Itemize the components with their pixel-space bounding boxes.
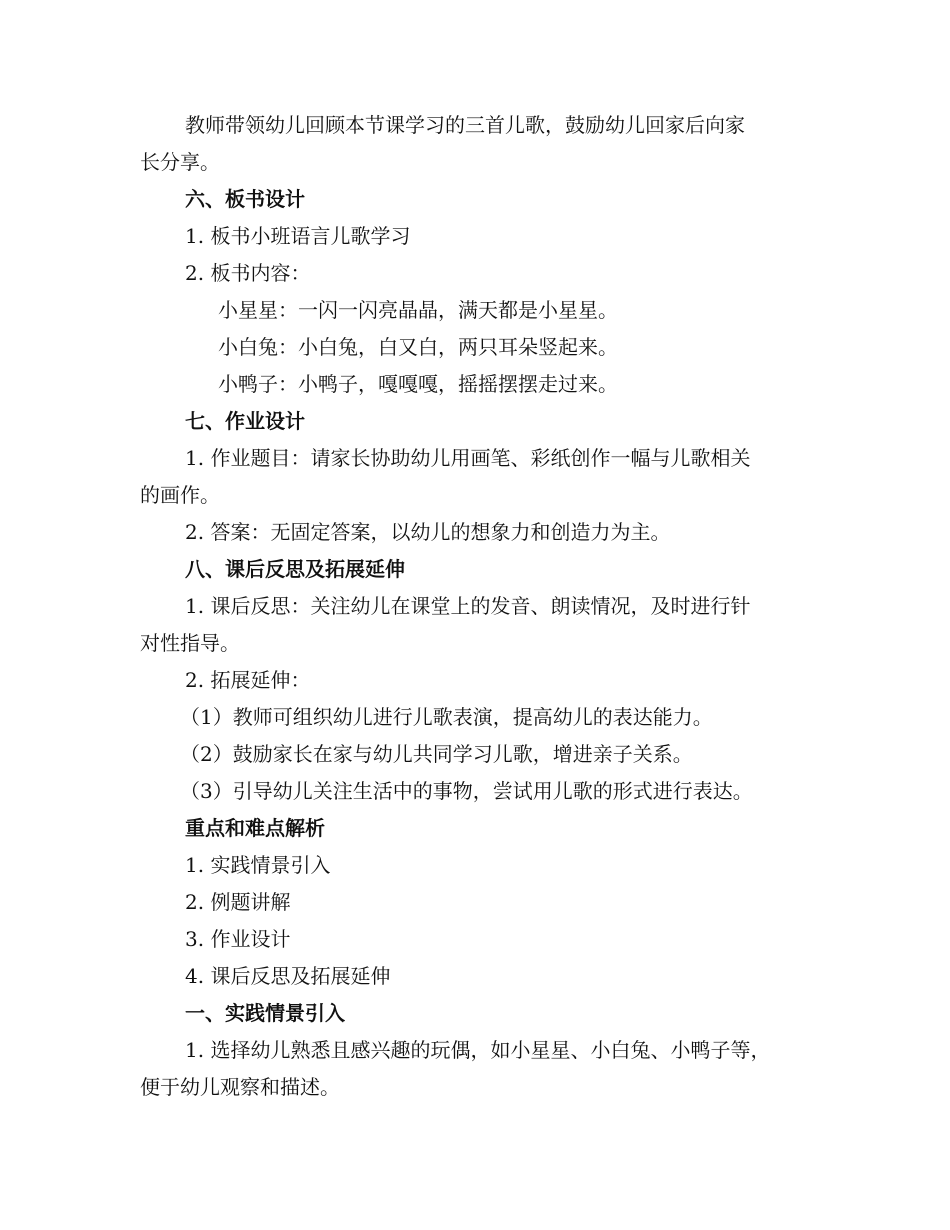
sub-list-item: （3）引导幼儿关注生活中的事物，尝试用儿歌的形式进行表达。 bbox=[180, 779, 753, 803]
board-content-line: 小鸭子：小鸭子，嘎嘎嘎，摇摇摆摆走过来。 bbox=[218, 372, 618, 396]
board-content-line: 小星星：一闪一闪亮晶晶，满天都是小星星。 bbox=[218, 298, 618, 322]
list-item: 1. 板书小班语言儿歌学习 bbox=[185, 224, 411, 248]
sub-list-item: （2）鼓励家长在家与幼儿共同学习儿歌，增进亲子关系。 bbox=[180, 742, 693, 766]
section-heading-key-points: 重点和难点解析 bbox=[185, 816, 325, 840]
paragraph-continuation: 长分享。 bbox=[140, 150, 220, 174]
list-item: 4. 课后反思及拓展延伸 bbox=[185, 964, 391, 988]
list-item-continuation: 的画作。 bbox=[140, 483, 220, 507]
list-item: 1. 课后反思：关注幼儿在课堂上的发音、朗读情况，及时进行针 bbox=[185, 594, 751, 618]
list-item: 3. 作业设计 bbox=[185, 927, 291, 951]
board-content-line: 小白兔：小白兔，白又白，两只耳朵竖起来。 bbox=[218, 335, 618, 359]
list-item: 2. 例题讲解 bbox=[185, 890, 291, 914]
section-heading-board-design: 六、板书设计 bbox=[185, 187, 305, 211]
section-heading-scenario: 一、实践情景引入 bbox=[185, 1001, 345, 1025]
list-item: 2. 拓展延伸： bbox=[185, 668, 311, 692]
document-body bbox=[140, 107, 840, 1106]
list-item-continuation: 对性指导。 bbox=[140, 631, 240, 655]
list-item: 2. 板书内容： bbox=[185, 261, 311, 285]
list-item: 1. 作业题目：请家长协助幼儿用画笔、彩纸创作一幅与儿歌相关 bbox=[185, 446, 751, 470]
list-item: 2. 答案：无固定答案，以幼儿的想象力和创造力为主。 bbox=[185, 520, 671, 544]
paragraph-line: 教师带领幼儿回顾本节课学习的三首儿歌，鼓励幼儿回家后向家 bbox=[185, 113, 745, 137]
section-heading-homework: 七、作业设计 bbox=[185, 409, 305, 433]
section-heading-reflection: 八、课后反思及拓展延伸 bbox=[185, 557, 405, 581]
list-item-continuation: 便于幼儿观察和描述。 bbox=[140, 1075, 340, 1099]
sub-list-item: （1）教师可组织幼儿进行儿歌表演，提高幼儿的表达能力。 bbox=[180, 705, 713, 729]
list-item: 1. 实践情景引入 bbox=[185, 853, 331, 877]
list-item: 1. 选择幼儿熟悉且感兴趣的玩偶，如小星星、小白兔、小鸭子等， bbox=[185, 1038, 771, 1062]
